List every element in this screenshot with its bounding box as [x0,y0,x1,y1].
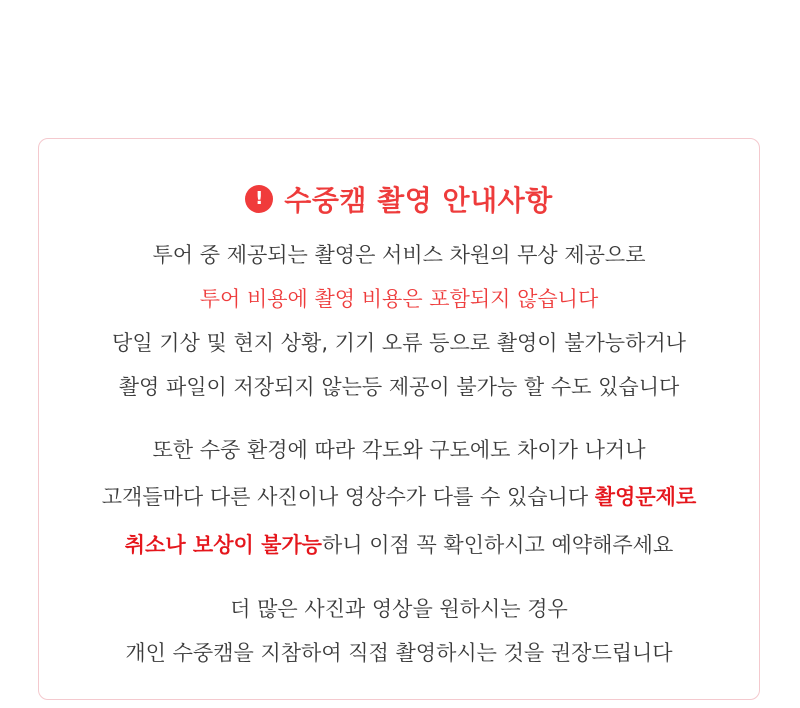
notice-line-8: 더 많은 사진과 영상을 원하시는 경우 [230,597,568,621]
notice-line-6-emphasis: 촬영문제로 [594,485,697,509]
notice-line-2-highlight: 투어 비용에 촬영 비용은 포함되지 않습니다 [199,287,599,311]
notice-line-7 [39,530,759,560]
notice-line-4: 촬영 파일이 저장되지 않는등 제공이 불가능 할 수도 있습니다 [118,375,680,399]
notice-line-6-text: 고객들마다 다른 사진이나 영상수가 다를 수 있습니다 [101,485,595,509]
notice-line-7-emphasis: 취소나 보상이 불가능 [124,533,322,557]
notice-line-6 [39,482,759,512]
exclamation-icon: ! [245,185,273,213]
notice-line-1: 투어 중 제공되는 촬영은 서비스 차원의 무상 제공으로 [152,243,646,267]
notice-title-row [39,179,759,219]
notice-title: 수중캠 촬영 안내사항 [284,184,553,217]
notice-line-5: 또한 수중 환경에 따라 각도와 구도에도 차이가 나거나 [152,438,646,462]
notice-line-9: 개인 수중캠을 지참하여 직접 촬영하시는 것을 권장드립니다 [125,641,673,665]
notice-line-7-text: 하니 이점 꼭 확인하시고 예약해주세요 [321,533,674,557]
notice-line-3: 당일 기상 및 현지 상황, 기기 오류 등으로 촬영이 불가능하거나 [112,331,686,355]
notice-card [38,138,760,700]
